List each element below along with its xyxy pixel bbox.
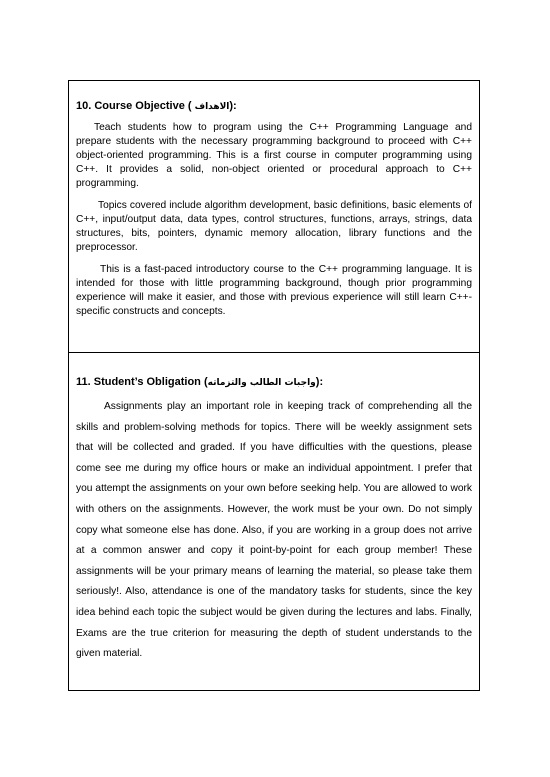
student-obligation-section (69, 353, 479, 690)
heading-suffix: ): (315, 376, 324, 388)
course-pace-paragraph: This is a fast-paced introductory course to the C++ programming language. It is intended for those with little programming background, though prior programming experience will make it easier, and those with previous experience will still learn C++-specific constructs and concepts. (76, 264, 472, 317)
heading-text: 11. Student’s Obligation ( (76, 376, 208, 388)
objective-paragraph: Teach students how to program using the C++ Programming Language and prepare students with the necessary programming background to proceed with C++ object-oriented programming. This is a first course in computer programming using C++. It provides a solid, non-object oriented or procedural approach to C++ programming. (76, 122, 472, 189)
course-objective-section (69, 81, 479, 353)
obligation-paragraph: Assignments play an important role in keeping track of comprehending all the skills and problem-solving methods for topics. There will be weekly assignment sets that will be collected and graded. If you have difficulties with the questions, please come see me during my office hours or make an individual appointment. I prefer that you attempt the assignments on your own before seeking help. You are allowed to work with others on the assignments. However, the work must be your own. Do not simply copy what someone else has done. Also, if you are working in a group does not arrive at a common answer and copy it point-by-point for each group member! These assignments will be your primary means of learning the material, so please take them seriously!. Also, attendance is one of the mandatory tasks for students, since the key idea behind each topic the subject would be given during the lectures and labs. Finally, Exams are the true criterion for measuring the depth of student understands to the given material. (76, 401, 472, 660)
heading-text: 10. Course Objective ( (76, 100, 195, 112)
student-obligation-heading (76, 375, 472, 390)
heading-arabic-text: واجبات الطالب والتزماته (207, 378, 316, 388)
heading-arabic-text: الاهداف (194, 102, 230, 112)
topics-paragraph: Topics covered include algorithm development, basic definitions, basic elements of C++, input/output data, data types, control structures, functions, arrays, strings, data structures, bits, pointers, dynamic memory allocation, library functions and the preprocessor. (76, 200, 472, 253)
course-objective-heading (76, 99, 472, 114)
heading-suffix: ): (229, 100, 237, 112)
document-table (68, 80, 480, 691)
